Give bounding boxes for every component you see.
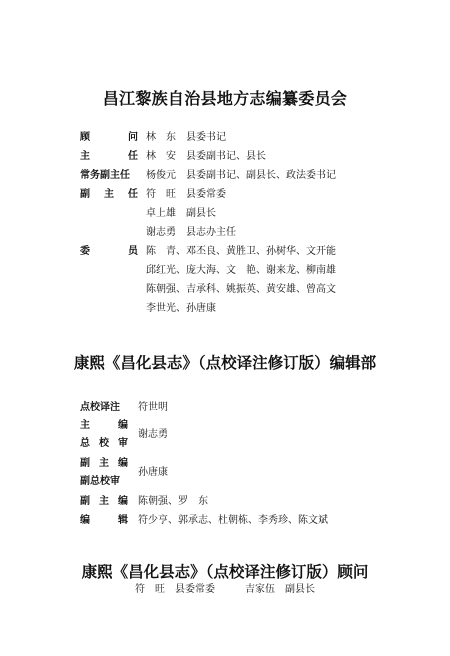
role-label: 副 主 编 [80,496,128,507]
advisors-title: 康熙《昌化县志》（点校译注修订版）顾问 [81,563,369,581]
role-label: 编 辑 [80,515,128,526]
member-names: 陈朝强、罗 东 [138,496,208,507]
member-names: 符世明 [138,402,168,413]
member-names: 谢志勇 县志办主任 [146,227,236,238]
role-label: 顾 问 [80,132,138,143]
role-label: 副总校审 [80,476,120,487]
member-names: 邱红光、庞大海、文 艳、谢来龙、柳南雄 [146,265,336,276]
role-label: 主 任 [80,151,138,162]
role-label: 委 员 [80,246,138,257]
role-label: 点校译注 [80,402,120,413]
member-names: 陈朝强、吉承科、姚振英、黄安雄、曾高文 [146,284,336,295]
member-names: 孙唐康 [138,467,168,478]
member-names: 林 安 县委副书记、县长 [146,151,266,162]
member-names: 林 东 县委书记 [146,132,226,143]
member-names: 谢志勇 [138,429,168,440]
editorial-title: 康熙《昌化县志》（点校译注修订版）编辑部 [73,354,377,372]
member-names: 陈 青、邓丕良、黄胜卫、孙树华、文开能 [146,246,336,257]
member-names: 符少亨、郭承志、杜朝栋、李秀珍、陈文斌 [138,515,328,526]
role-label: 主 编 [80,420,128,431]
role-label: 常务副主任 [80,170,130,181]
member-names: 杨俊元 县委副书记、副县长、政法委书记 [146,170,336,181]
role-label: 副 主 编 [80,458,128,469]
member-names: 卓上雄 副县长 [146,208,216,219]
role-label: 副 主 任 [80,189,138,200]
role-label: 总 校 审 [80,438,128,449]
advisors-line: 符 旺 县委常委 吉家伍 副县长 [135,584,315,595]
committee-title: 昌江黎族自治县地方志编纂委员会 [102,89,348,108]
member-names: 李世光、孙唐康 [146,303,216,314]
member-names: 符 旺 县委常委 [146,189,226,200]
